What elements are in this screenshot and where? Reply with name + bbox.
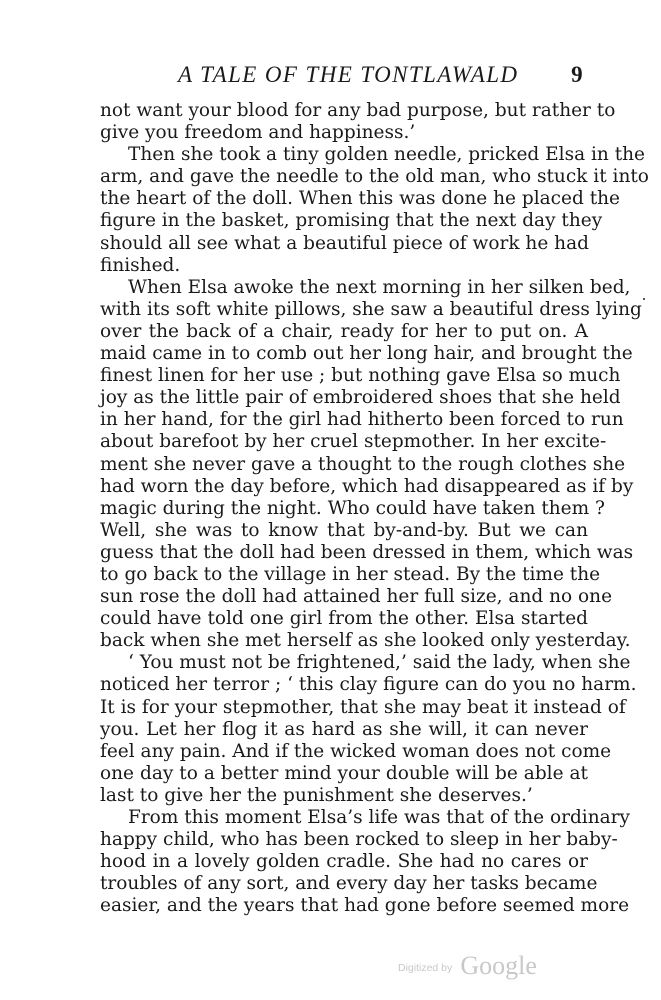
text-line: It is for your stepmother, that she may beat it instead of [100, 696, 626, 718]
text-line: could have told one girl from the other. Elsa started [100, 608, 588, 630]
watermark-logo: Google [460, 951, 537, 980]
text-line: not want your blood for any bad purpose, but rather to [100, 100, 616, 121]
body-text [100, 100, 649, 917]
text-line: figure in the basket, promising that the next day they [100, 210, 603, 232]
text-line: you. Let her flog it as hard as she will, it can never [100, 718, 588, 740]
text-line: had worn the day before, which had disappeared as if by [100, 475, 634, 497]
text-line: noticed her terror ; ‘ this clay figure can do you no harm. [100, 674, 637, 696]
text-line: joy as the little pair of embroidered shoes that she held [100, 387, 621, 409]
text-line: to go back to the village in her stead. By the time the [100, 563, 601, 585]
text-line: sun rose the doll had attained her full size, and no one [100, 586, 613, 608]
text-line: with its soft white pillows, she saw a beautiful dress lying [100, 298, 642, 320]
text-line: in her hand, for the girl had hitherto been forced to run [100, 409, 624, 431]
text-line: From this moment Elsa’s life was that of the ordinary [128, 807, 630, 828]
text-line: guess that the doll had been dressed in them, which was [100, 541, 634, 563]
text-line: Well, she was to know that by-and-by. But we can [100, 519, 588, 541]
text-line: arm, and gave the needle to the old man, who stuck it into [100, 166, 649, 188]
text-line: troubles of any sort, and every day her tasks became [100, 873, 598, 895]
text-line: Then she took a tiny golden needle, pricked Elsa in the [128, 144, 645, 166]
text-line: easier, and the years that had gone before seemed more [100, 895, 630, 917]
text-line: last to give her the punishment she deserves.’ [100, 784, 533, 806]
page-number: 9 [571, 62, 584, 87]
text-line: When Elsa awoke the next morning in her silken bed, [128, 276, 631, 298]
digitization-watermark [398, 951, 568, 981]
text-line: back when she met herself as she looked only yesterday. [100, 630, 631, 652]
text-line: the heart of the doll. When this was done he placed the [100, 188, 620, 210]
margin-speck [643, 298, 645, 300]
text-line: happy child, who has been rocked to sleep in her baby- [100, 829, 618, 851]
text-line: hood in a lovely golden cradle. She had no cares or [100, 851, 588, 873]
text-line: feel any pain. And if the wicked woman does not come [100, 740, 612, 762]
text-line: ment she never gave a thought to the rough clothes she [100, 453, 626, 475]
running-header [100, 62, 590, 94]
running-title: A TALE OF THE TONTLAWALD [178, 62, 519, 87]
text-line: finished. [100, 254, 181, 276]
text-line: finest linen for her use ; but nothing gave Elsa so much [100, 365, 621, 387]
text-line: magic during the night. Who could have taken them ? [100, 497, 605, 519]
watermark-prefix: Digitized by [398, 962, 453, 974]
text-line: about barefoot by her cruel stepmother. In her excite- [100, 431, 607, 453]
text-line: give you freedom and happiness.’ [100, 122, 416, 144]
text-line: one day to a better mind your double will be able at [100, 762, 588, 784]
text-line: should all see what a beautiful piece of work he had [100, 232, 589, 254]
text-line: ‘ You must not be frightened,’ said the lady, when she [128, 652, 631, 674]
text-line: over the back of a chair, ready for her to put on. A [100, 320, 588, 342]
text-line: maid came in to comb out her long hair, and brought the [100, 343, 633, 365]
